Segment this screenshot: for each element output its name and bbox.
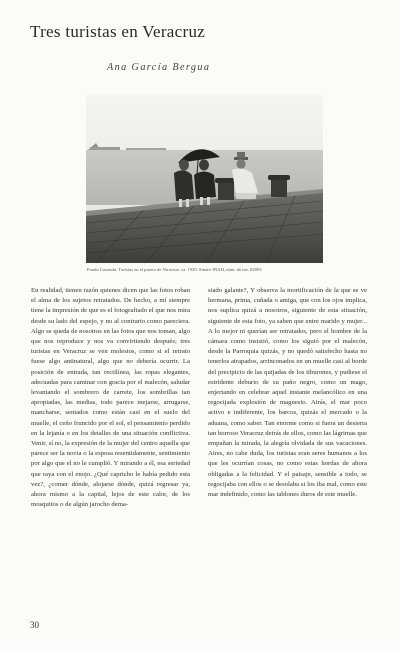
text-column-right: [208, 286, 367, 500]
article-author: Ana García Bergua: [107, 62, 211, 73]
page-number: 30: [30, 620, 39, 630]
photo-caption: Fondo Casasola. Turistas en el puerto de Veracruz, ca. 1930. Sinafo-INAH, núm. de inv. 82093: [87, 267, 262, 272]
paragraph: siado galante?, Y observa la mortificación de la que se ve hermana, prima, cuñada o amiga, que con los ojos implica, nos suplica quizá a nosotros, siguiente de esta situación, siguiente de esta foto, ya saben que entre marido y mujer... A lo mejor ni querían ser retratados, pero el hombre de la cámara como insistió, como los siguió por el malecón, desde la Parroquia quizás, y no quedó satisfecho hasta no tenerlos atrapados, arrinconados en un muelle casi al borde del precipicio de las quijadas de los tiburones, y pudiese el estridente deburio de su paño negro, como un mago, enjertando en celebrar aquel instante melancólico en una regocijada explosión de magnesio. Atrás, el mar poco activo e indiferente, los barcos, quizás el mercado o la aduana, como saber. Tan enorme como si fuera un desierta tan borroso Veracruz detrás de ellos, como las lágrimas que empañan la mirada, la alegría olvidada de sus vacaciones. Aires, no cabe duda, los turistas eran seres humanos a los que les ocurrían cosas, no como estas hordas de ahora obligadas a la felicidad. Y el paisaje, sensible a todo, se regocijaba con ellos o se desolaba si los iba mal, como este mar indefinido, como las tablones duros de este muelle.: [208, 287, 367, 499]
paragraph: En realidad, tienen razón quienes dicen que las fotos roban el alma de los sujetos retratados. De hecho, a mí siempre tiene la impresión de que es el fotografiado el que nos mira desde su lado del espejo, y no al contrario como pareciera. Algo se queda de nosotros en las fotos que nos toman, algo que nos reproduce y nos va convirtiendo después; tres turistas en Veracruz se ven molestos, como si el retrato fuese algo antinatural, algo que no debería ocurrir. La posición de entrada, tan rectilínea, las ropas elegantes, adecuadas para caminar con gracia por el malecón, saludar levantando el sombrero de carrete, los sombrillas tan apropiadas, las medias, todo parece mejarse, arrugarse, mancharse, sentados como están casi en el suelo del muelle, el ceño fruncido por el sol, el pensamiento perdido en la lejanía o en los detalles de una situación conflictiva. Venir, sí no, la expresión de la mujer del centro aquella que parece ser la novia o la esposa resentidamente, sentimiento por algo que el no le cumplió. Y mirando a él, esa seriedad que raya con el enojo. ¿Qué capricho le había pedido esta vez?, ¿comer dónde, alojarse dónde, quizá regresar ya, ahora mismo a la capital, lejos de este calor, de los mosquitos o de algún jarocho dema-: [31, 287, 190, 509]
text-column-left: [31, 286, 190, 510]
article-photo: [86, 95, 323, 263]
article-title: Tres turistas en Veracruz: [30, 22, 206, 41]
